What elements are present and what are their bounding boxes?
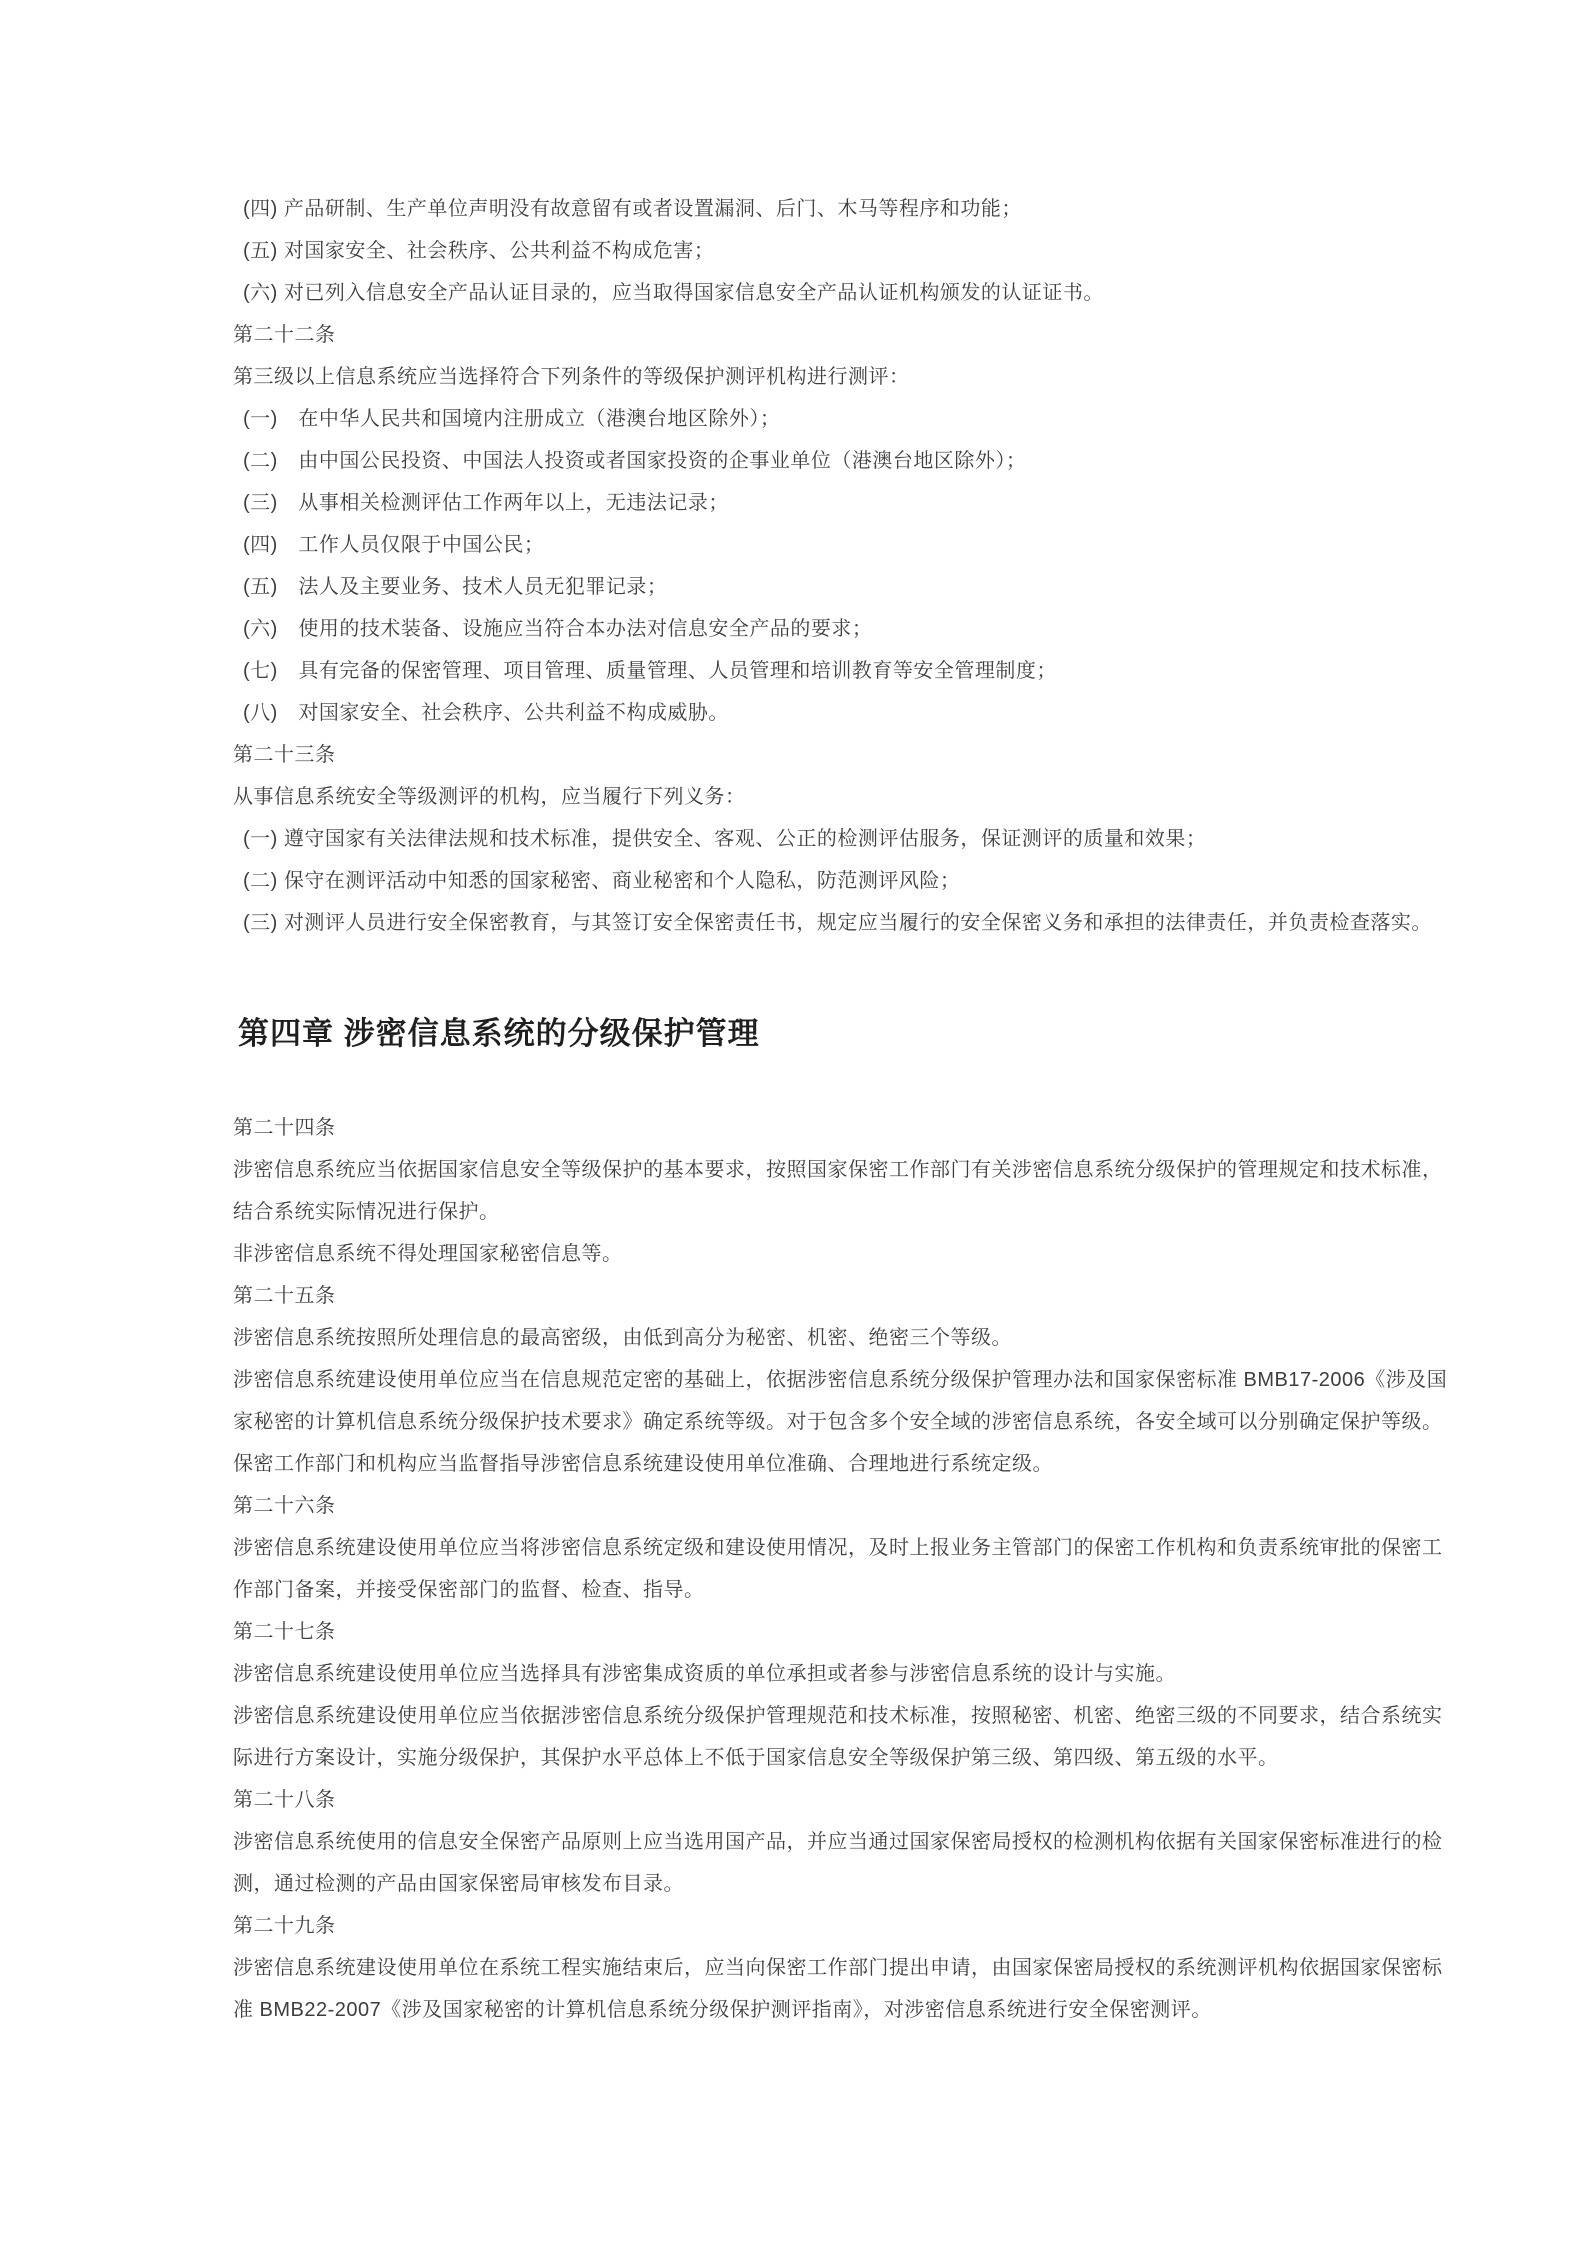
article-number-line: 第二十八条 [233, 1789, 336, 1811]
list-item-line: (六) 使用的技术装备、设施应当符合本办法对信息安全产品的要求； [243, 618, 873, 640]
article-number-line: 第二十九条 [233, 1915, 336, 1937]
list-item-line: (二) 保守在测评活动中知悉的国家秘密、商业秘密和个人隐私，防范测评风险； [243, 870, 961, 892]
chapter-heading: 第四章 涉密信息系统的分级保护管理 [238, 1016, 760, 1051]
list-item-line: (七) 具有完备的保密管理、项目管理、质量管理、人员管理和培训教育等安全管理制度； [243, 660, 1057, 682]
list-item-line: (四) 产品研制、生产单位声明没有故意留有或者设置漏洞、后门、木马等程序和功能； [243, 198, 1022, 220]
clause-text-line: 家秘密的计算机信息系统分级保护技术要求》确定系统等级。对于包含多个安全域的涉密信息系统，各安全域可以分别确定保护等级。 [233, 1411, 1443, 1433]
clause-text-line: 准 BMB22-2007《涉及国家秘密的计算机信息系统分级保护测评指南》，对涉密信息系统进行安全保密测评。 [233, 1999, 1212, 2021]
clause-text-line: 涉密信息系统按照所处理信息的最高密级，由低到高分为秘密、机密、绝密三个等级。 [233, 1327, 1012, 1349]
clause-text-line: 从事信息系统安全等级测评的机构，应当履行下列义务： [233, 786, 746, 808]
clause-text-line: 涉密信息系统建设使用单位应当在信息规范定密的基础上，依据涉密信息系统分级保护管理办法和国家保密标准 BMB17-2006《涉及国 [233, 1369, 1448, 1391]
list-item-line: (六) 对已列入信息安全产品认证目录的，应当取得国家信息安全产品认证机构颁发的认证证书。 [243, 282, 1104, 304]
clause-text-line: 测，通过检测的产品由国家保密局审核发布目录。 [233, 1873, 684, 1895]
list-item-line: (一) 遵守国家有关法律法规和技术标准，提供安全、客观、公正的检测评估服务，保证测评的质量和效果； [243, 828, 1207, 850]
clause-text-line: 涉密信息系统使用的信息安全保密产品原则上应当选用国产品，并应当通过国家保密局授权的检测机构依据有关国家保密标准进行的检 [233, 1831, 1443, 1853]
article-number-line: 第二十三条 [233, 744, 336, 766]
article-number-line: 第二十五条 [233, 1285, 336, 1307]
list-item-line: (二) 由中国公民投资、中国法人投资或者国家投资的企事业单位（港澳台地区除外）； [243, 450, 1027, 472]
clause-text-line: 非涉密信息系统不得处理国家秘密信息等。 [233, 1243, 623, 1265]
list-item-line: (三) 对测评人员进行安全保密教育，与其签订安全保密责任书，规定应当履行的安全保密义务和承担的法律责任，并负责检查落实。 [243, 912, 1432, 934]
list-item-line: (五) 法人及主要业务、技术人员无犯罪记录； [243, 576, 668, 598]
list-item-line: (四) 工作人员仅限于中国公民； [243, 534, 545, 556]
clause-text-line: 作部门备案，并接受保密部门的监督、检查、指导。 [233, 1579, 705, 1601]
clause-text-line: 涉密信息系统应当依据国家信息安全等级保护的基本要求，按照国家保密工作部门有关涉密信息系统分级保护的管理规定和技术标准， [233, 1159, 1443, 1181]
clause-text-line: 保密工作部门和机构应当监督指导涉密信息系统建设使用单位准确、合理地进行系统定级。 [233, 1453, 1053, 1475]
clause-text-line: 涉密信息系统建设使用单位应当依据涉密信息系统分级保护管理规范和技术标准，按照秘密、机密、绝密三级的不同要求，结合系统实 [233, 1705, 1443, 1727]
clause-text-line: 涉密信息系统建设使用单位在系统工程实施结束后，应当向保密工作部门提出申请，由国家保密局授权的系统测评机构依据国家保密标 [233, 1957, 1443, 1979]
clause-text-line: 际进行方案设计，实施分级保护，其保护水平总体上不低于国家信息安全等级保护第三级、第四级、第五级的水平。 [233, 1747, 1279, 1769]
document-section [233, 1107, 1486, 2031]
article-number-line: 第二十六条 [233, 1495, 336, 1517]
clause-text-line: 涉密信息系统建设使用单位应当选择具有涉密集成资质的单位承担或者参与涉密信息系统的设计与实施。 [233, 1663, 1176, 1685]
clause-text-line: 第三级以上信息系统应当选择符合下列条件的等级保护测评机构进行测评： [233, 366, 910, 388]
list-item-line: (八) 对国家安全、社会秩序、公共利益不构成威胁。 [243, 702, 729, 724]
clause-text-line: 涉密信息系统建设使用单位应当将涉密信息系统定级和建设使用情况，及时上报业务主管部门的保密工作机构和负责系统审批的保密工 [233, 1537, 1443, 1559]
article-number-line: 第二十七条 [233, 1621, 336, 1643]
list-item-line: (五) 对国家安全、社会秩序、公共利益不构成危害； [243, 240, 715, 262]
list-item-line: (一) 在中华人民共和国境内注册成立（港澳台地区除外）； [243, 408, 781, 430]
clause-text-line: 结合系统实际情况进行保护。 [233, 1201, 500, 1223]
article-number-line: 第二十四条 [233, 1117, 336, 1139]
document-section [233, 188, 1486, 944]
list-item-line: (三) 从事相关检测评估工作两年以上，无违法记录； [243, 492, 729, 514]
article-number-line: 第二十二条 [233, 324, 336, 346]
